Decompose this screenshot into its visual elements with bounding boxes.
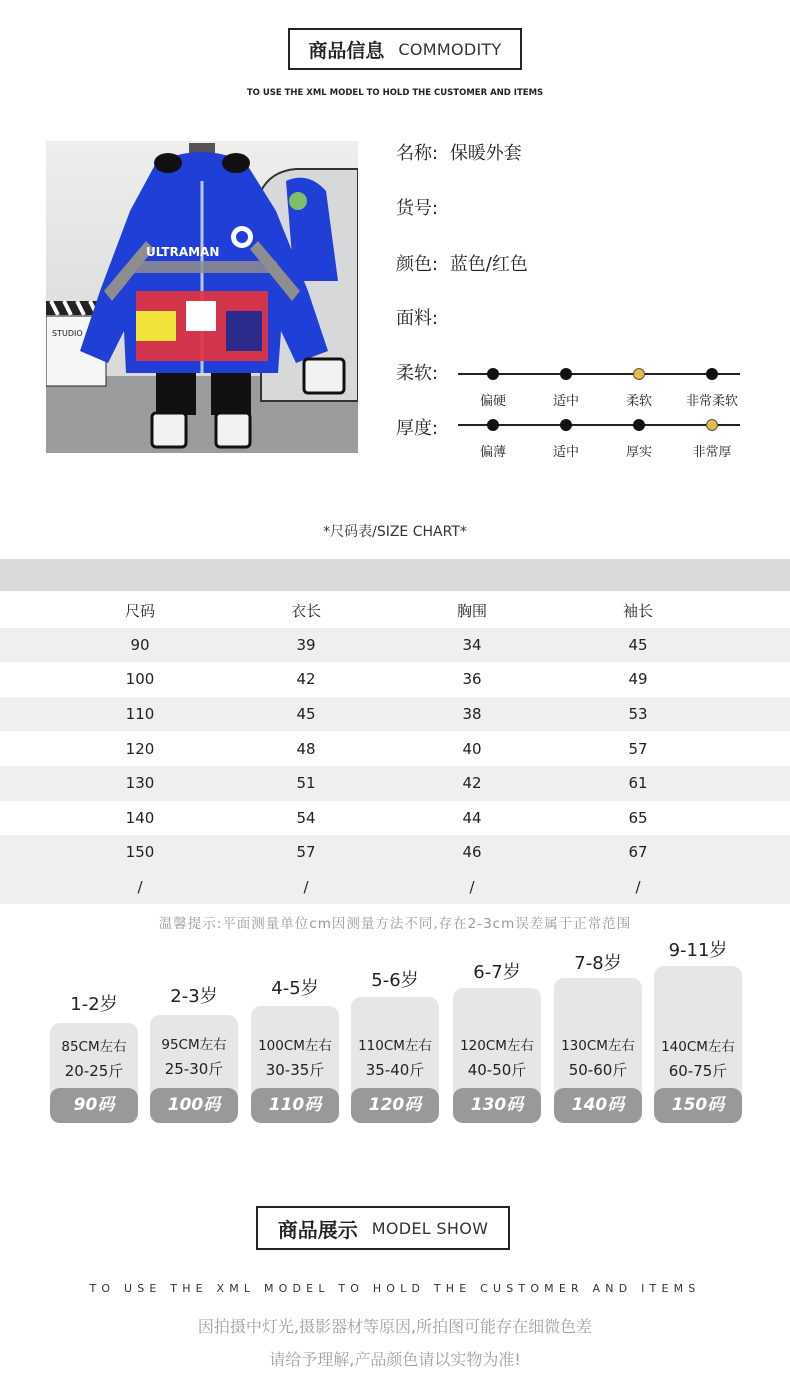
model-show-title-cn: 商品展示 [277,1217,358,1242]
card-body [654,966,742,1123]
cell: / [137,878,143,897]
header-size: 尺码 [124,601,156,620]
cell: 54 [296,808,316,827]
model-show-header [256,1206,510,1250]
commodity-subtitle: TO USE THE XML MODEL TO HOLD THE CUSTOMER AND ITEMS [246,88,544,98]
softness-option-0: 偏硬 [479,394,507,409]
cell: 34 [462,635,482,654]
weight-label: 50-60斤 [568,1061,628,1079]
table-row [0,731,790,766]
thickness-scale-line [458,424,740,426]
cell: 57 [296,843,316,862]
softness-option-2: 柔软 [625,394,653,409]
cell: 51 [296,774,316,793]
color-row [396,250,528,276]
softness-scale [458,365,740,409]
name-value: 保暖外套 [449,143,522,164]
card-body [351,997,439,1123]
age-card-6 [554,949,642,1123]
model-show-subtitle: TO USE THE XML MODEL TO HOLD THE CUSTOMER AND ITEMS [89,1282,701,1295]
cell: 100 [125,670,155,689]
age-card-7 [654,936,742,1123]
softness-scale-line [458,373,740,375]
size-pill: 90码 [50,1088,138,1123]
softness-dot-3 [706,368,718,380]
name-label: 名称: [396,143,439,164]
thickness-dot-3 [706,419,718,431]
weight-label: 20-25斤 [64,1062,124,1080]
height-label: 120CM左右 [460,1038,534,1054]
weight-label: 60-75斤 [668,1062,728,1080]
size-pill: 140码 [554,1088,642,1123]
size-pill: 100码 [150,1088,238,1123]
model-show-title-en: MODEL SHOW [371,1218,489,1238]
color-value: 蓝色/红色 [449,254,528,275]
header-chest: 胸围 [456,601,488,620]
age-card-1 [50,990,138,1123]
thickness-dot-0 [487,419,499,431]
cell: 67 [628,843,648,862]
age-label: 5-6岁 [371,970,419,991]
card-body [251,1006,339,1123]
age-label: 6-7岁 [473,962,521,983]
header-sleeve: 袖长 [622,601,654,620]
cell: 150 [125,843,155,862]
svg-text:ULTRAMAN: ULTRAMAN [146,245,220,259]
size-pill: 120码 [351,1088,439,1123]
disclaimer-line-2: 请给予理解,产品颜色请以实物为准! [269,1350,521,1369]
fabric-label: 面料: [396,308,439,329]
softness-dot-1 [560,368,572,380]
thickness-option-1: 适中 [552,445,580,460]
cell: 42 [296,670,316,689]
weight-label: 40-50斤 [467,1061,527,1079]
size-pill: 150码 [654,1088,742,1123]
cell: 42 [462,774,482,793]
table-row [0,662,790,697]
cell: / [303,878,309,897]
size-table-header [0,593,790,628]
cell: 40 [462,739,482,758]
cell: 45 [296,705,316,724]
softness-option-3: 非常柔软 [685,394,739,409]
cell: 39 [296,635,316,654]
size-pill: 130码 [453,1088,541,1123]
cell: 130 [125,774,155,793]
height-label: 130CM左右 [561,1038,635,1054]
code-label: 货号: [396,198,439,219]
product-photo [46,141,358,453]
age-card-5 [453,958,541,1123]
cell: 38 [462,705,482,724]
card-body [50,1023,138,1123]
weight-label: 25-30斤 [164,1060,224,1078]
thickness-option-3: 非常厚 [692,445,732,460]
disclaimer-line-1: 因拍摄中灯光,摄影器材等原因,所拍图可能存在细微色差 [197,1317,593,1336]
size-chart-title: *尺码表/SIZE CHART* [323,524,467,540]
height-label: 100CM左右 [258,1038,332,1054]
commodity-title-cn: 商品信息 [308,39,385,62]
cell: / [635,878,641,897]
name-row [396,139,522,165]
height-label: 95CM左右 [161,1037,227,1053]
age-card-2 [150,982,238,1123]
cell: / [469,878,475,897]
age-label: 7-8岁 [574,953,622,974]
table-row [0,697,790,732]
size-chart-band [0,559,790,591]
thickness-scale [458,416,740,460]
cell: 110 [125,705,155,724]
cell: 90 [130,635,150,654]
age-card-3 [251,974,339,1123]
softness-dot-2 [633,368,645,380]
commodity-title-en: COMMODITY [398,39,502,59]
cell: 65 [628,808,648,827]
thickness-option-0: 偏薄 [479,445,507,460]
size-pill: 110码 [251,1088,339,1123]
cell: 36 [462,670,482,689]
fabric-row [396,304,438,330]
size-table [0,593,790,904]
svg-text:STUDIO: STUDIO [52,329,83,338]
height-label: 140CM左右 [661,1039,735,1055]
age-label: 2-3岁 [170,986,218,1007]
cell: 120 [125,739,155,758]
table-row [0,835,790,870]
measurement-notice: 温馨提示:平面测量单位cm因测量方法不同,存在2-3cm误差属于正常范围 [158,916,632,932]
age-label: 1-2岁 [70,994,118,1015]
code-row [396,194,438,220]
height-label: 85CM左右 [61,1039,127,1055]
table-row [0,870,790,905]
age-card-4 [351,966,439,1123]
cell: 49 [628,670,648,689]
height-label: 110CM左右 [358,1038,432,1054]
softness-dot-0 [487,368,499,380]
softness-option-1: 适中 [552,394,580,409]
thickness-option-2: 厚实 [625,445,653,460]
cell: 45 [628,635,648,654]
thickness-dot-1 [560,419,572,431]
card-body [554,978,642,1123]
cell: 44 [462,808,482,827]
card-body [453,988,541,1123]
table-row [0,766,790,801]
card-body [150,1015,238,1123]
cell: 57 [628,739,648,758]
weight-label: 30-35斤 [265,1061,325,1079]
header-length: 衣长 [290,601,322,620]
cell: 61 [628,774,648,793]
thickness-label: 厚度: [396,418,439,439]
cell: 140 [125,808,155,827]
cell: 48 [296,739,316,758]
age-label: 4-5岁 [271,978,319,999]
weight-label: 35-40斤 [365,1061,425,1079]
jacket-photo [46,141,358,453]
cell: 46 [462,843,482,862]
age-label: 9-11岁 [668,940,728,961]
cell: 53 [628,705,648,724]
color-label: 颜色: [396,254,439,275]
thickness-dot-2 [633,419,645,431]
table-row [0,628,790,663]
table-row [0,801,790,836]
softness-label: 柔软: [396,363,439,384]
commodity-header [288,28,522,70]
